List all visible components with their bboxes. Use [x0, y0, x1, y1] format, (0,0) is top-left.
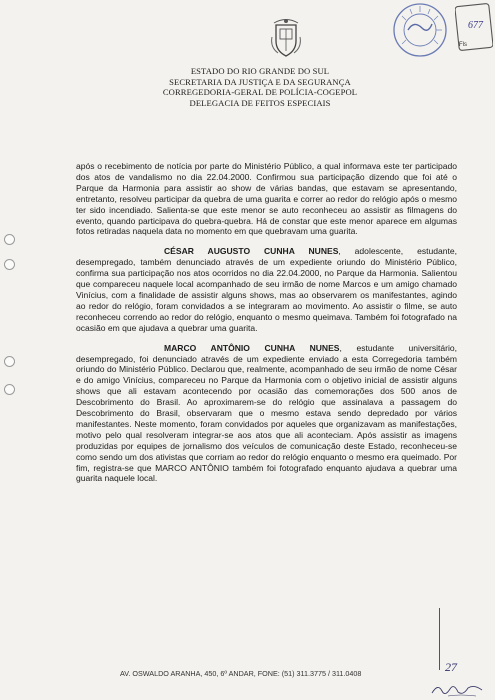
folio-number: 677: [468, 20, 483, 31]
header-secretariat: SECRETARIA DA JUSTIÇA E DA SEGURANÇA: [169, 76, 351, 87]
paragraph-3-text: , estudante universitário, desempregado, foi denunciado através de um expediente enviado a esta Corregedoria também oriundo do Ministério Público. Declarou que, realmente, acompanhado de seu irmão de nome César e do amigo Vinícius, compareceu no Parque da Harmonia com o objetivo inicial de assistir alguns shows que ali estavam acontecendo por ocasião das comemorações dos 500 anos de Descobrimento do Brasil. Ao aproximarem-se do relógio que assinalava a passagem do Descobrimento do Brasil, observaram que o mesmo estava sendo depredado por vários manifestantes. Neste momento, foram convidados por aqueles que organizavam as manifestações, motivo pelo qual resolveram integrar-se aos atos que ali aconteciam. Após assistir as imagens produzidas por equipes de jornalismo dos veículos de comunicação deste Estado, reconheceu-se como sendo um dos ativistas que corriam ao redor do relógio enquanto o mesmo era queimado. Por fim, registra-se que MARCO ANTÔNIO também foi fotografado enquanto ajudava a quebrar uma guarita naquele local.: [76, 342, 457, 484]
person-name-marco: MARCO ANTÔNIO CUNHA NUNES: [164, 342, 340, 353]
header-state: ESTADO DO RIO GRANDE DO SUL: [190, 66, 330, 76]
header-delegacia: DELEGACIA DE FEITOS ESPECIAIS: [189, 97, 331, 108]
margin-line: [439, 608, 440, 670]
header-corregedoria: CORREGEDORIA-GERAL DE POLÍCIA-COGEPOL: [162, 87, 358, 98]
punch-hole: [4, 356, 15, 367]
folio-stamp: [455, 2, 493, 52]
letterhead: [150, 66, 370, 108]
paragraph-1: após o recebimento de notícia por parte do Ministério Público, a qual informava este ter participado dos atos de vandalismo no dia 22.04.2000. Confirmou sua participação dizendo que foi até o Parque da Harmonia para assistir ao show de várias bandas, que estavam se apresentando, entretanto, resolveu participar da quebra de uma guarita e correr ao redor do relógio após o mesmo ter sido incendiado. Salienta-se que este menor se auto reconheceu ao assistir as filmagens do evento, quando participava do quebra-quebra. Há de constar que este menor aparece em algumas fotos retiradas naquela data no momento em que quebravam uma guarita.: [76, 161, 457, 237]
paragraph-2-text: , adolescente, estudante, desempregado, também denunciado através de um expediente oriundo do Ministério Público, confirma sua participação nos atos ocorridos no dia 22.04.2000, no Parque da Harmonia. Salientou que compareceu naquele local acompanhado de seu irmão de nome Marcos e um amigo chamado Vinícius, com a finalidade de assistir alguns shows, mas ao observarem os manifestantes, agindo ao redor do relógio, foram convidados a se integraram ao movimento. Ao assistir o filme, se auto reconheceu correndo ao redor do relógio, enquanto o mesmo queimava. Também foi fotografado na ocasião em que ajudava a quebrar uma guarita.: [76, 246, 457, 333]
signature-icon: [430, 681, 485, 699]
coat-of-arms-icon: [270, 17, 302, 59]
paragraph-2: [76, 246, 457, 333]
folio-stamp-label: Fls: [459, 42, 467, 48]
handwritten-page-number: 27: [445, 660, 457, 674]
round-stamp-icon: [392, 2, 448, 58]
document-body: [76, 161, 457, 484]
footer-address: AV. OSWALDO ARANHA, 450, 6º ANDAR, FONE: (51) 311.3775 / 311.0408: [120, 669, 362, 678]
punch-hole: [4, 384, 15, 395]
person-name-cesar: CÉSAR AUGUSTO CUNHA NUNES: [164, 246, 339, 257]
punch-hole: [4, 259, 15, 270]
paragraph-3: [76, 343, 457, 485]
punch-hole: [4, 234, 15, 245]
